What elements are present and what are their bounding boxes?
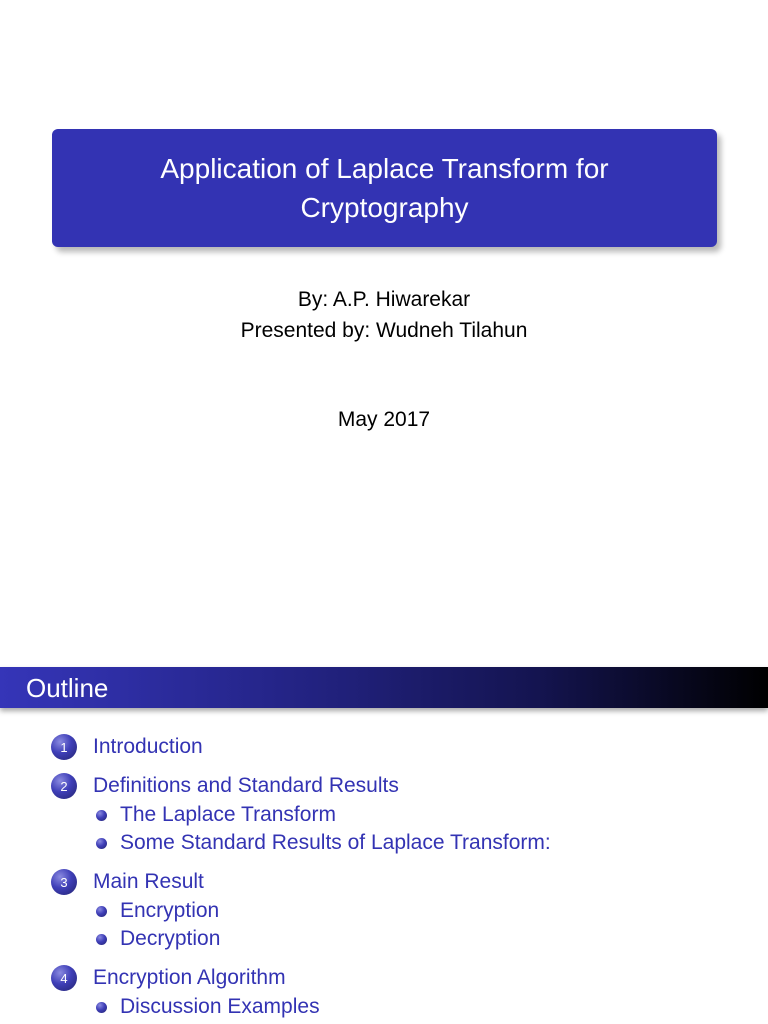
title-line-2: Cryptography — [300, 192, 469, 223]
section-number-ball-icon: 4 — [51, 965, 77, 991]
toc-section-label: Main Result — [93, 870, 204, 893]
outline-slide — [0, 665, 768, 1024]
bullet-ball-icon — [96, 906, 107, 917]
toc-subsection-label: Some Standard Results of Laplace Transform: — [120, 831, 551, 854]
toc-section-encryption-algorithm[interactable] — [51, 964, 286, 992]
toc-subsection-discussion-examples[interactable] — [96, 993, 320, 1021]
bullet-ball-icon — [96, 838, 107, 849]
bullet-ball-icon — [96, 810, 107, 821]
toc-section-definitions[interactable] — [51, 772, 399, 800]
bullet-ball-icon — [96, 1002, 107, 1013]
presentation-title — [125, 149, 645, 227]
toc-subsection-encryption[interactable] — [96, 897, 219, 925]
toc-section-introduction[interactable] — [51, 733, 203, 761]
title-box — [52, 129, 717, 247]
author: By: A.P. Hiwarekar — [297, 288, 471, 311]
presenter: Presented by: Wudneh Tilahun — [240, 319, 528, 342]
toc-subsection-label: Decryption — [120, 927, 221, 950]
toc-section-label: Encryption Algorithm — [93, 966, 286, 989]
author-block — [0, 284, 768, 346]
toc-section-label: Definitions and Standard Results — [93, 774, 399, 797]
outline-title: Outline — [26, 673, 109, 703]
toc-subsection-decryption[interactable] — [96, 925, 220, 953]
toc-subsection-laplace-transform[interactable] — [96, 801, 336, 829]
toc-subsection-label: Encryption — [120, 899, 220, 922]
toc-section-main-result[interactable] — [51, 868, 204, 896]
section-number-ball-icon: 1 — [51, 734, 77, 760]
toc-subsection-standard-results[interactable] — [96, 829, 551, 857]
section-number-ball-icon: 3 — [51, 869, 77, 895]
table-of-contents — [0, 665, 768, 1024]
section-number-ball-icon: 2 — [51, 773, 77, 799]
toc-section-label: Introduction — [93, 735, 203, 758]
toc-subsection-label: The Laplace Transform — [120, 803, 336, 826]
toc-subsection-label: Discussion Examples — [120, 995, 320, 1018]
bullet-ball-icon — [96, 934, 107, 945]
title-line-1: Application of Laplace Transform for — [160, 153, 609, 184]
presentation-date: May 2017 — [337, 408, 431, 431]
